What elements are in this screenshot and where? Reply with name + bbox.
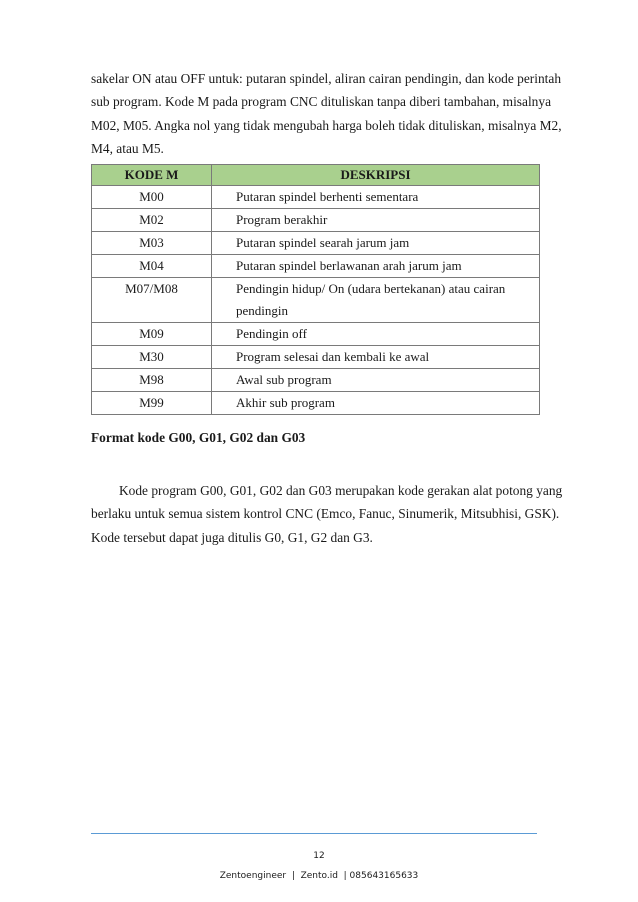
code-cell: M00 [92, 186, 212, 209]
description-cell: Awal sub program [212, 369, 540, 392]
header-code: KODE M [92, 165, 212, 186]
table-row [92, 278, 540, 323]
footer-divider [91, 833, 537, 834]
description-cell: Akhir sub program [212, 392, 540, 415]
intro-line: M4, atau M5. [91, 140, 164, 156]
header-description: DESKRIPSI [212, 165, 540, 186]
table-row [92, 392, 540, 415]
description-cell: Program selesai dan kembali ke awal [212, 346, 540, 369]
description-cell [212, 278, 540, 323]
code-cell: M04 [92, 255, 212, 278]
code-cell: M07/M08 [92, 278, 212, 323]
code-cell: M09 [92, 323, 212, 346]
description-cell: Putaran spindel searah jarum jam [212, 232, 540, 255]
footer-text: Zentoengineer | Zento.id | 085643165633 [219, 871, 419, 881]
description-cell: Putaran spindel berhenti sementara [212, 186, 540, 209]
page-number: 12 [313, 851, 325, 861]
table-row [92, 323, 540, 346]
section-line: Kode tersebut dapat juga ditulis G0, G1, G2 dan G3. [91, 529, 373, 545]
section-line: berlaku untuk semua sistem kontrol CNC (Emco, Fanuc, Sinumerik, Mitsubhisi, GSK). [91, 506, 560, 522]
intro-line: sub program. Kode M pada program CNC dituliskan tanpa diberi tambahan, misalnya [91, 94, 552, 110]
intro-line: sakelar ON atau OFF untuk: putaran spindel, aliran cairan pendingin, dan kode perintah [91, 71, 562, 86]
description-cell: Putaran spindel berlawanan arah jarum jam [212, 255, 540, 278]
intro-line: M02, M05. Angka nol yang tidak mengubah harga boleh tidak dituliskan, misalnya M2, [91, 117, 562, 133]
table-row [92, 369, 540, 392]
section-heading: Format kode G00, G01, G02 dan G03 [91, 430, 306, 445]
intro-paragraph [91, 67, 562, 160]
table-row [92, 186, 540, 209]
code-cell: M03 [92, 232, 212, 255]
table-header-row [92, 165, 540, 186]
table-row [92, 232, 540, 255]
description-cell: Program berakhir [212, 209, 540, 232]
section-line: Kode program G00, G01, G02 dan G03 merupakan kode gerakan alat potong yang [119, 483, 563, 498]
table-row [92, 346, 540, 369]
code-cell: M02 [92, 209, 212, 232]
description-cell: Pendingin off [212, 323, 540, 346]
description-line: pendingin [236, 303, 288, 318]
m-code-table [91, 164, 540, 415]
code-cell: M99 [92, 392, 212, 415]
table-row [92, 255, 540, 278]
section-paragraph [91, 479, 563, 549]
description-line: Pendingin hidup/ On (udara bertekanan) atau cairan [236, 281, 506, 296]
table-row [92, 209, 540, 232]
code-cell: M98 [92, 369, 212, 392]
code-cell: M30 [92, 346, 212, 369]
